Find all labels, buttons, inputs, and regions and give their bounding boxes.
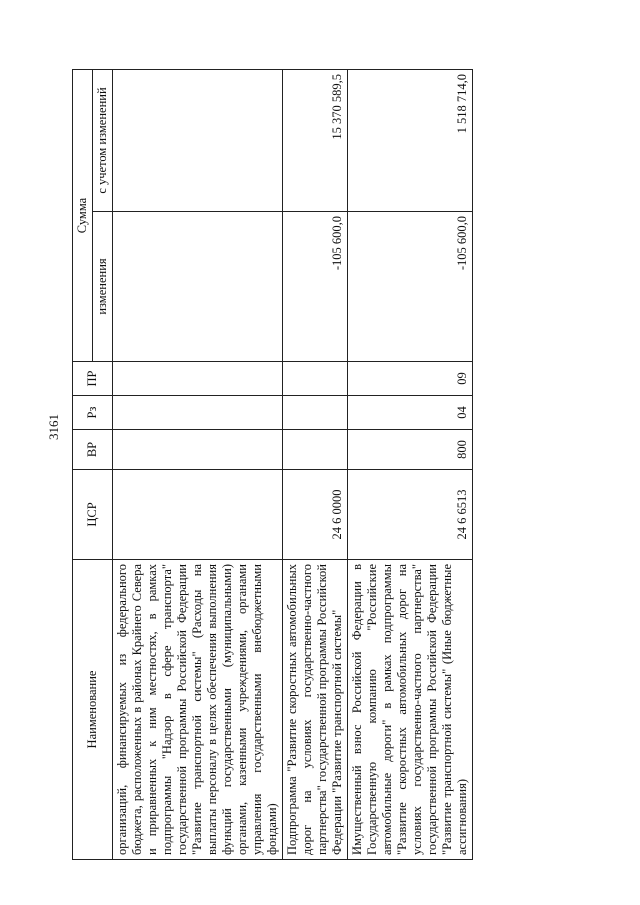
row-pr [113, 362, 283, 396]
row-change [113, 212, 283, 362]
budget-table-sheet [72, 70, 592, 860]
row-csr: 24 6 0000 [283, 470, 348, 560]
row-pr: 09 [348, 362, 473, 396]
header-name: Наименование [73, 560, 113, 860]
row-name: организаций, финансируемых из федерального бюджета, расположенных в районах Крайнего Севера и приравненных к ним местностях, в рамках подпрограммы "Надзор в сфере транспорта" государственной программы Российской Федерации "Развитие транспортной системы" (Расходы на выплаты персоналу в целях обеспечения выполнения функций государственными (муниципальными) органами, казенными учреждениями, органами управления государственными внебюджетными фондами) [113, 560, 283, 860]
header-sum: Сумма [73, 70, 93, 362]
page-number: 3161 [46, 414, 61, 440]
header-change: изменения [93, 212, 113, 362]
row-with-change: 1 518 714,0 [348, 70, 473, 212]
table-row [348, 70, 473, 860]
row-vr: 800 [348, 430, 473, 470]
row-rz [113, 396, 283, 430]
header-with-change: с учетом изменений [93, 70, 113, 212]
row-vr [113, 430, 283, 470]
row-name: Подпрограмма "Развитие скоростных автомобильных дорог на условиях государственно-частного партнерства" государственной программы Российской Федерации "Развитие транспортной системы" [283, 560, 348, 860]
header-csr: ЦСР [73, 470, 113, 560]
row-with-change: 15 370 589,5 [283, 70, 348, 212]
row-with-change [113, 70, 283, 212]
row-rz: 04 [348, 396, 473, 430]
row-change: -105 600,0 [348, 212, 473, 362]
row-vr [283, 430, 348, 470]
row-name: Имущественный взнос Российской Федерации в Государственную компанию "Российские автомобильные дороги" в рамках подпрограммы "Развитие скоростных автомобильных дорог на условиях государственно-частного партнерства" государственной программы Российской Федерации "Развитие транспортной системы" (Иные бюджетные ассигнования) [348, 560, 473, 860]
row-csr: 24 6 6513 [348, 470, 473, 560]
row-change: -105 600,0 [283, 212, 348, 362]
header-pr: ПР [73, 362, 113, 396]
header-rz: Рз [73, 396, 113, 430]
header-vr: ВР [73, 430, 113, 470]
budget-table [72, 69, 473, 860]
row-rz [283, 396, 348, 430]
table-row [113, 70, 283, 860]
row-pr [283, 362, 348, 396]
table-row [283, 70, 348, 860]
row-csr [113, 470, 283, 560]
